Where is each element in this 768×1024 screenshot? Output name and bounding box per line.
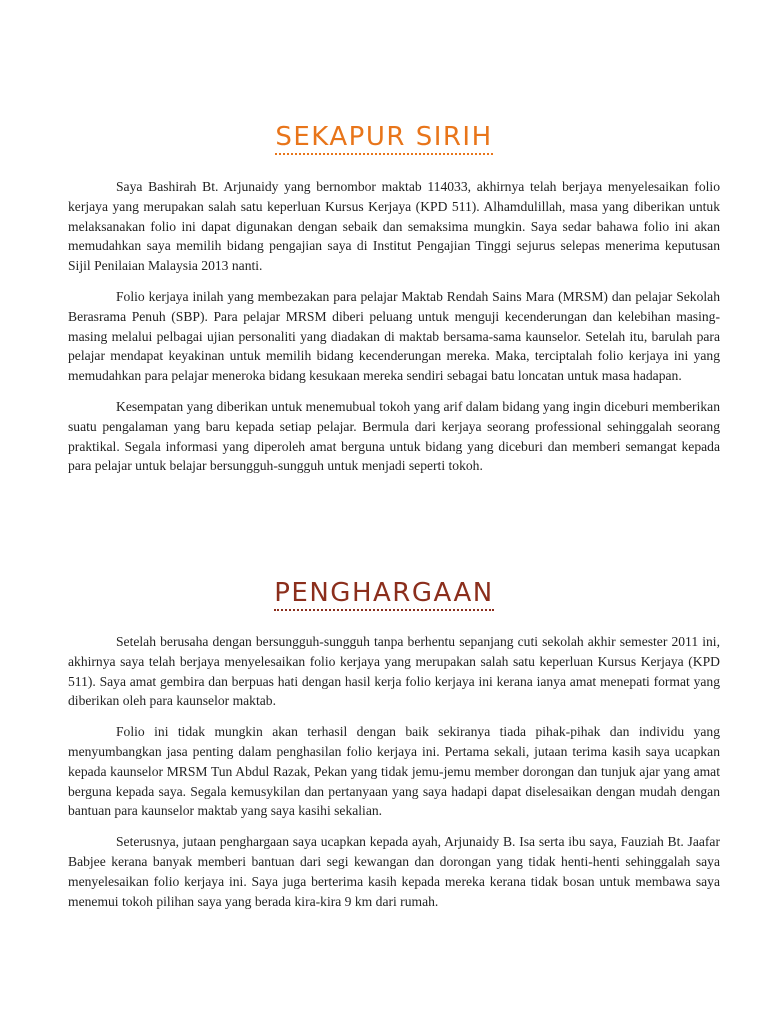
paragraph: Folio ini tidak mungkin akan terhasil dengan baik sekiranya tiada pihak-pihak dan individu yang menyumbangkan jasa penting dalam penghasilan folio kerjaya ini. Pertama sekali, jutaan terima kasih saya ucapkan kepada kaunselor MRSM Tun Abdul Razak, Pekan yang tidak jemu-jemu member dorongan dan tunjuk ajar yang amat berguna kepada saya. Segala kemusykilan dan pertanyaan yang saya hadapi dapat diselesaikan dengan mudah dengan bantuan para kaunselor maktab yang saya kasihi sekalian. (68, 724, 720, 819)
paragraph: Seterusnya, jutaan penghargaan saya ucapkan kepada ayah, Arjunaidy B. Isa serta ibu saya, Fauziah Bt. Jaafar Babjee kerana banyak memberi bantuan dari segi kewangan dan dorongan yang tidak henti-henti sehinggalah saya menyelesaikan folio kerjaya ini. Saya juga berterima kasih kepada mereka kerana tidak bosan untuk membawa saya menemui tokoh pilihan saya yang berada kira-kira 9 km dari rumah. (68, 834, 720, 909)
section-body-penghargaan (68, 632, 720, 922)
paragraph: Setelah berusaha dengan bersungguh-sungguh tanpa berhentu sepanjang cuti sekolah akhir semester 2011 ini, akhirnya saya telah berjaya menyelesaikan folio kerjaya yang merupakan salah satu keperluan Kursus Kerjaya (KPD 511). Saya amat gembira dan berpuas hati dengan hasil kerja folio kerjaya ini kerana ianya amat menepati format yang diberikan oleh para kaunselor maktab. (68, 634, 720, 709)
section-body-sekapur-sirih (68, 177, 720, 487)
section-title-text: SEKAPUR SIRIH (275, 122, 492, 155)
section-title-penghargaan (0, 578, 768, 608)
paragraph: Folio kerjaya inilah yang membezakan para pelajar Maktab Rendah Sains Mara (MRSM) dan pelajar Sekolah Berasrama Penuh (SBP). Para pelajar MRSM diberi peluang untuk menguji kecenderungan dan kelebihan masing-masing melalui pelbagai ujian personaliti yang diadakan di maktab bersama-sama kaunselor. Setelah itu, barulah para pelajar mendapat keyakinan untuk memilih bidang kecenderungan mereka. Maka, terciptalah folio kerjaya ini yang memudahkan para pelajar meneroka bidang kesukaan mereka sendiri sebagai batu loncatan untuk masa hadapan. (68, 288, 720, 384)
paragraph: Kesempatan yang diberikan untuk menemubual tokoh yang arif dalam bidang yang ingin diceburi memberikan suatu pengalaman yang baru kepada setiap pelajar. Bermula dari kerjaya seorang professional sehinggalah seorang praktikal. Segala informasi yang diperoleh amat berguna untuk bidang yang diceburi dan memberi semangat kepada para pelajar untuk belajar bersungguh-sungguh untuk menjadi seperti tokoh. (68, 398, 720, 474)
section-title-sekapur-sirih (0, 122, 768, 152)
section-title-text: PENGHARGAAN (274, 578, 494, 611)
paragraph: Saya Bashirah Bt. Arjunaidy yang bernombor maktab 114033, akhirnya telah berjaya menyelesaikan folio kerjaya yang merupakan salah satu keperluan Kursus Kerjaya (KPD 511). Alhamdulillah, masa yang diberikan untuk melaksanakan folio ini dapat digunakan dengan sebaik dan semaksima mungkin. Saya sedar bahawa folio ini akan memudahkan saya memilih bidang pengajian saya di Institut Pengajian Tinggi sejurus selepas menerima keputusan Sijil Penilaian Malaysia 2013 nanti. (68, 179, 720, 274)
